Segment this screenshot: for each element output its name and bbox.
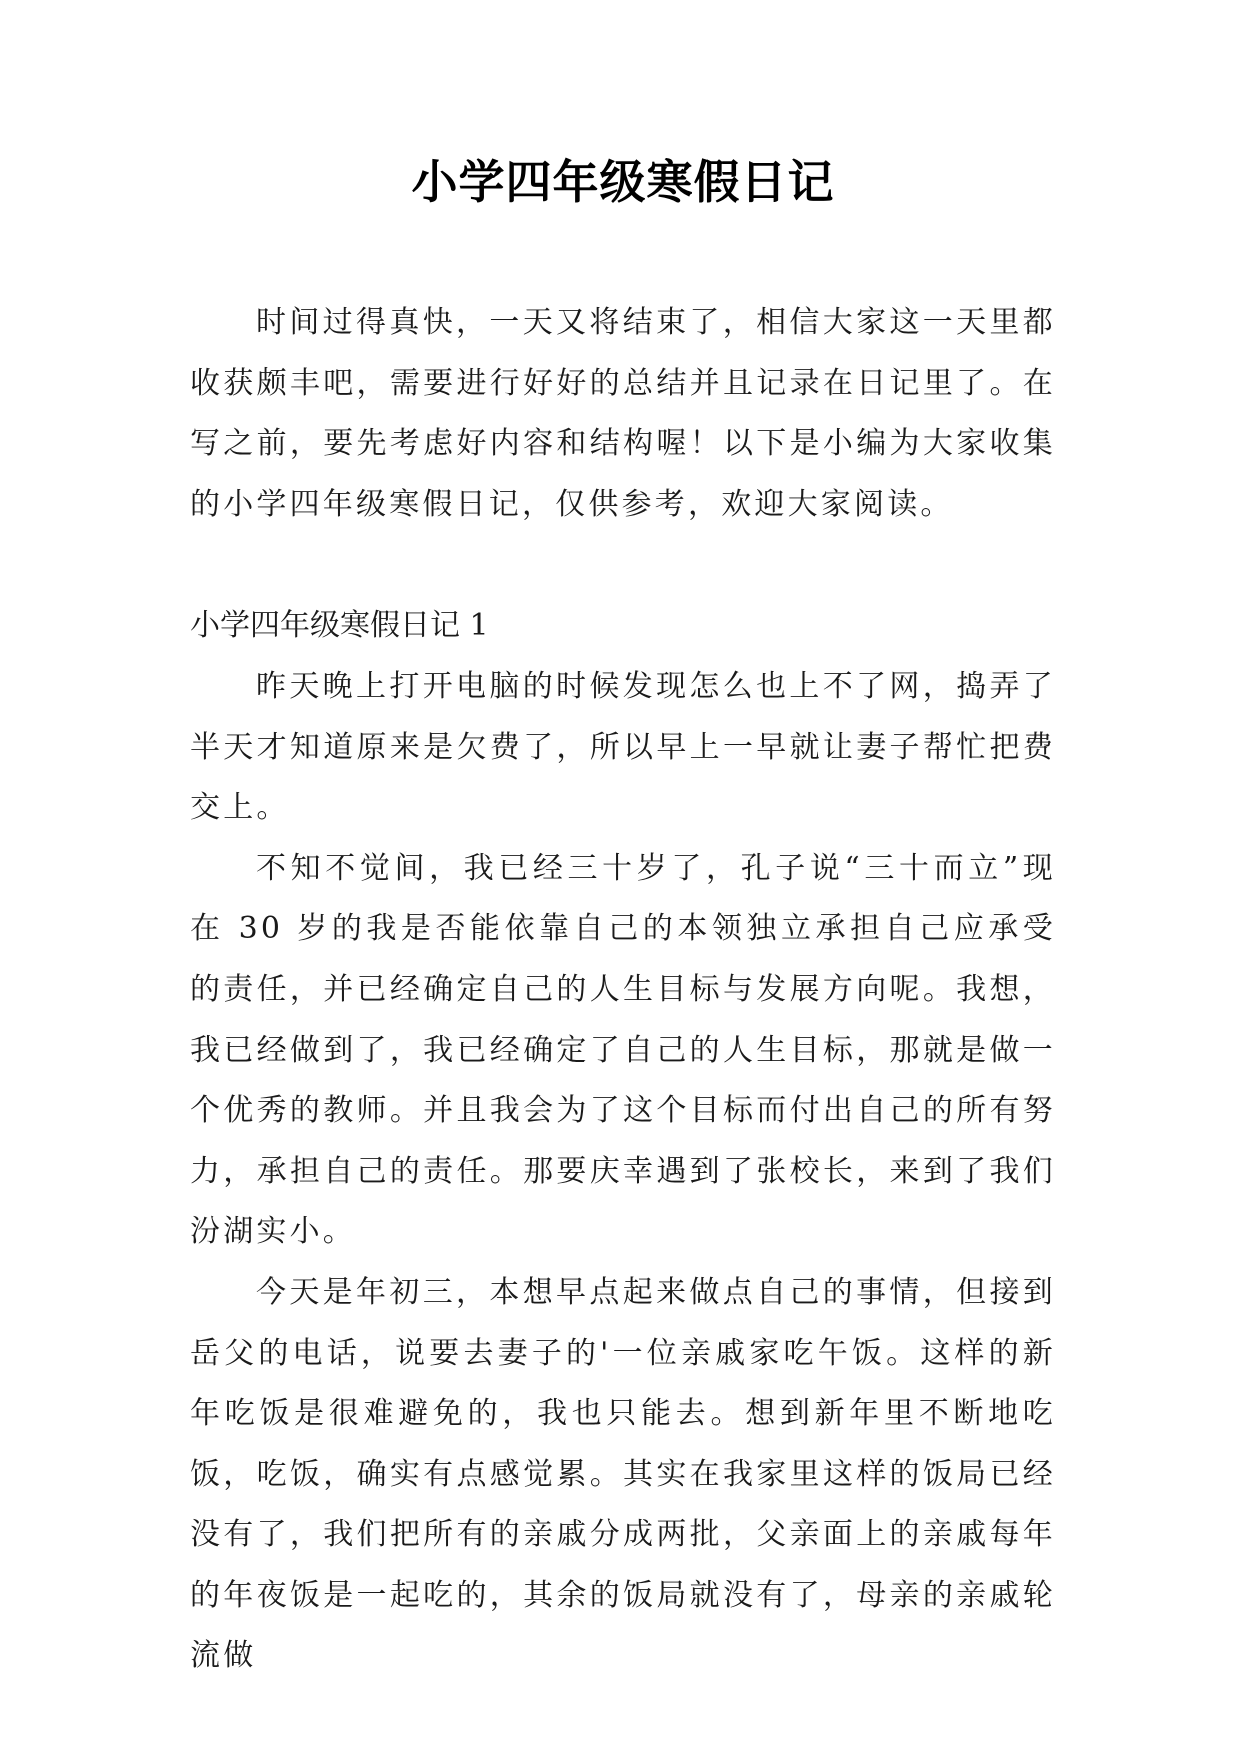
document-page: [190, 150, 1056, 1687]
body-paragraph-1: 昨天晚上打开电脑的时候发现怎么也上不了网，捣弄了半天才知道原来是欠费了，所以早上一早就让妻子帮忙把费交上。: [190, 668, 1056, 826]
body-paragraph-2: 不知不觉间，我已经三十岁了，孔子说“三十而立”现在 30 岁的我是否能依靠自己的本领独立承担自己应承受的责任，并已经确定自己的人生目标与发展方向呢。我想，我已经做到了，我已经确定了自己的人生目标，那就是做一个优秀的教师。并且我会为了这个目标而付出自己的所有努力，承担自己的责任。那要庆幸遇到了张校长，来到了我们汾湖实小。: [190, 850, 1056, 1250]
document-title: 小学四年级寒假日记: [411, 155, 835, 209]
section-heading: 小学四年级寒假日记 1: [190, 608, 489, 644]
body-paragraph-3: 今天是年初三，本想早点起来做点自己的事情，但接到岳父的电话，说要去妻子的'一位亲戚家吃午饭。这样的新年吃饭是很难避免的，我也只能去。想到新年里不断地吃饭，吃饭，确实有点感觉累。其实在我家里这样的饭局已经没有了，我们把所有的亲戚分成两批，父亲面上的亲戚每年的年夜饭是一起吃的，其余的饭局就没有了，母亲的亲戚轮流做: [190, 1274, 1056, 1674]
document-body: [190, 293, 1056, 1687]
intro-paragraph: 时间过得真快，一天又将结束了，相信大家这一天里都收获颇丰吧，需要进行好好的总结并且记录在日记里了。在写之前，要先考虑好内容和结构喔！以下是小编为大家收集的小学四年级寒假日记，仅供参考，欢迎大家阅读。: [190, 305, 1056, 522]
